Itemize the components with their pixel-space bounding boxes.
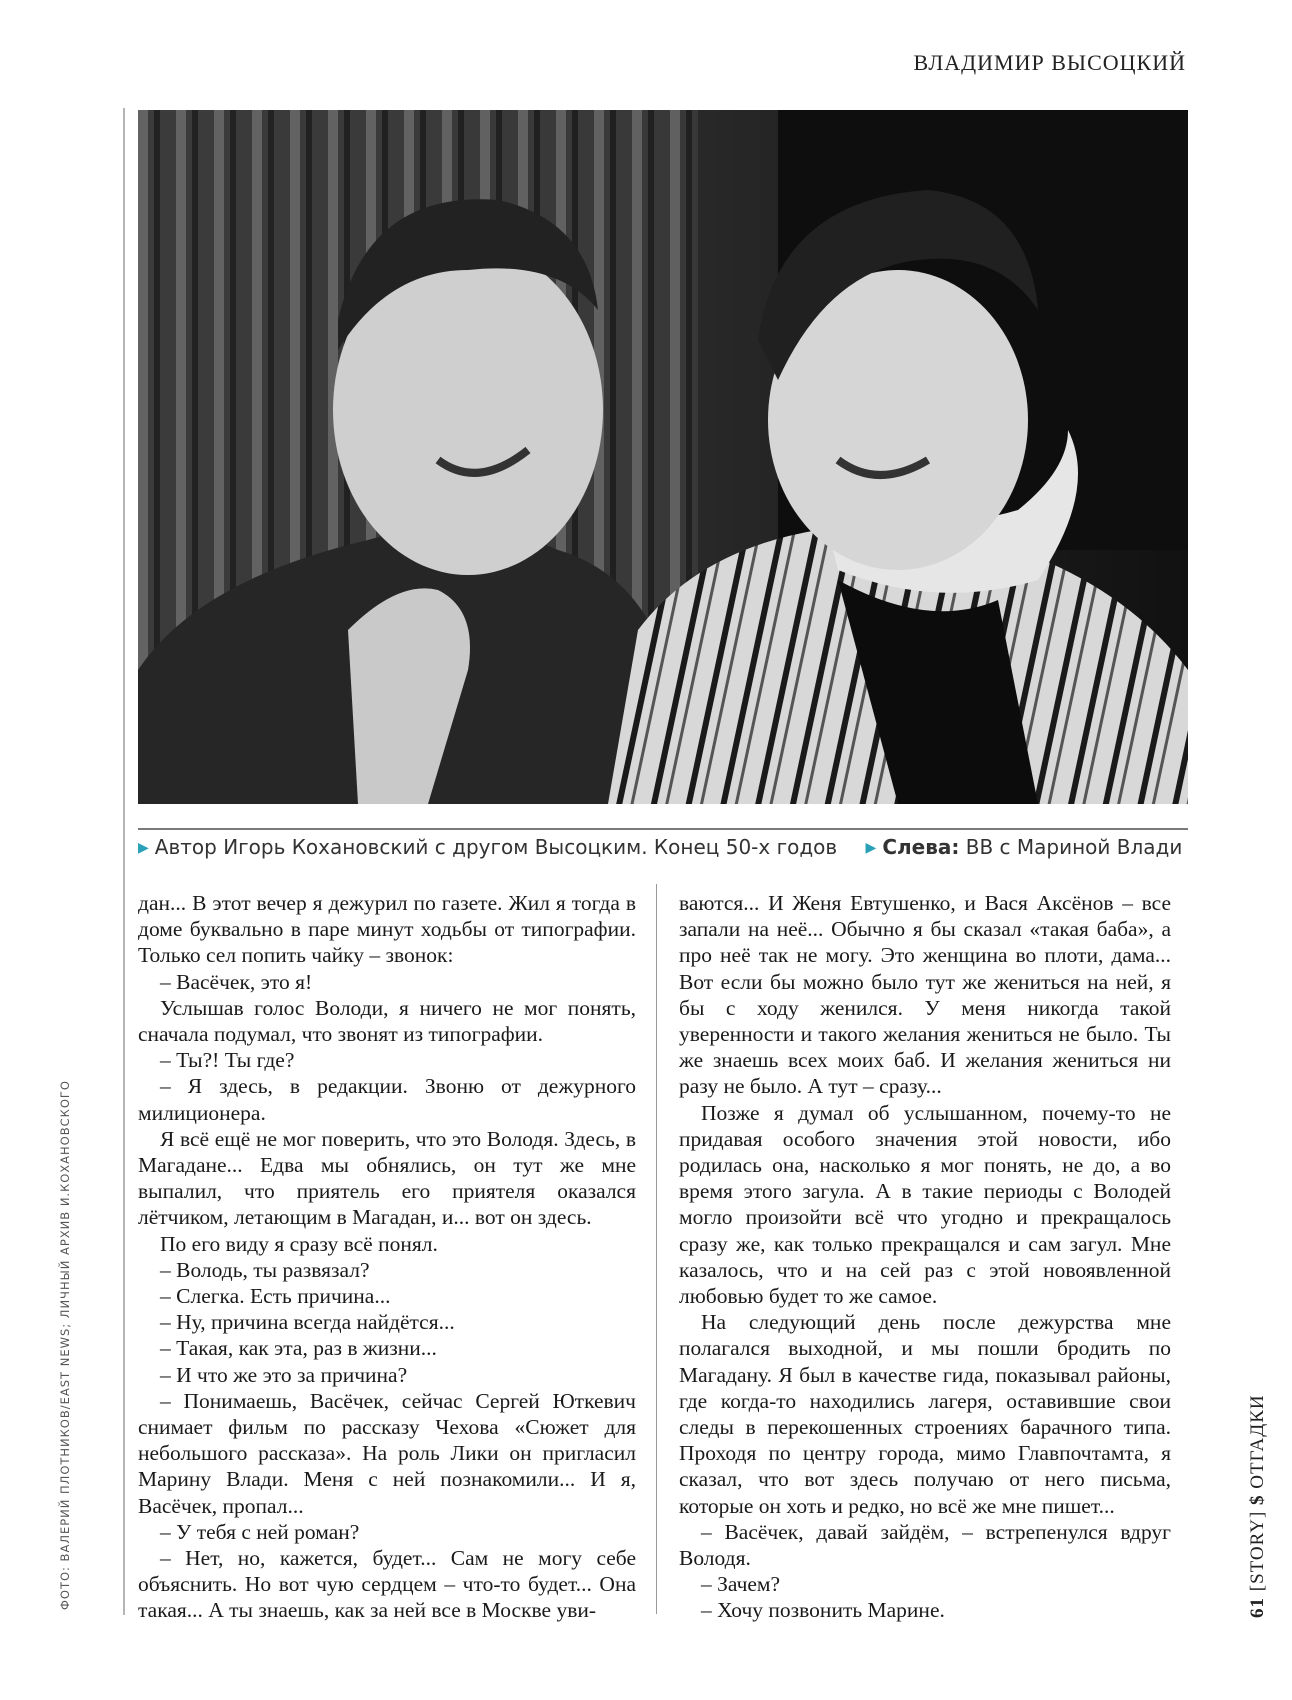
paragraph: ваются... И Женя Евтушенко, и Вася Аксёнов – все запали на неё... Обычно я бы сказал «такая баба», а про неё так не могу. Это женщина во плоти, дама... Вот если бы можно было тут же жениться на ней, я бы с ходу женился. У меня никогда такой уверенности и такого желания жениться не было. Ты же знаешь всех моих баб. И желания жениться ни разу не было. А тут – сразу... <box>679 891 1171 1099</box>
paragraph: – Хочу позвонить Марине. <box>701 1598 945 1623</box>
dollar-mark-icon: $ <box>1247 1494 1268 1505</box>
paragraph: – Васёчек, давай зайдём, – встрепенулся вдруг Володя. <box>679 1519 1171 1571</box>
paragraph: Я всё ещё не мог поверить, что это Володя. Здесь, в Магадане... Едва мы обнялись, он тут же мне выпалил, что приятель его приятеля оказался лётчиком, летающим в Магадан, и... вот он здесь. <box>138 1126 636 1230</box>
caption-text-2: ВВ с Мариной Влади <box>965 835 1183 859</box>
paragraph: – Ты?! Ты где? <box>160 1048 295 1073</box>
photo-caption <box>138 835 1198 859</box>
paragraph: Услышав голос Володи, я ничего не мог понять, сначала подумал, что звонят из типографии. <box>138 995 636 1047</box>
section-label: [STORY] <box>1247 1510 1268 1592</box>
paragraph: Позже я думал об услышанном, почему-то не придавая особого значения этой новости, ибо родилась она, насколько я мог понять, не до, а во время этого загула. А в такие периоды с Володей могло произойти всё что угодно и прекращалось сразу же, как только прекращался и сам загул. Мне казалось, что и на сей раз с этой новоявленной любовью будет то же самое. <box>679 1100 1171 1309</box>
column-divider <box>656 884 657 1614</box>
page-folio <box>1247 1394 1269 1618</box>
paragraph: – Зачем? <box>701 1572 781 1597</box>
paragraph: – Васёчек, это я! <box>160 969 313 994</box>
photo-illustration <box>138 110 1188 804</box>
photo-credit: ФОТО: ВАЛЕРИЙ ПЛОТНИКОВ/EAST NEWS; ЛИЧНЫЙ АРХИВ И.КОХАНОВСКОГО <box>58 1080 72 1610</box>
paragraph: – Такая, как эта, раз в жизни... <box>160 1336 437 1361</box>
caption-label: Слева: <box>882 835 960 859</box>
paragraph: – Понимаешь, Васёчек, сейчас Сергей Юткевич снимает фильм по рассказу Чехова «Сюжет для небольшого рассказа». На роль Лики он пригласил Марину Влади. Меня с ней познакомили... И я, Васёчек, пропал... <box>138 1388 636 1518</box>
running-head: ВЛАДИМИР ВЫСОЦКИЙ <box>913 50 1186 75</box>
paragraph: – Слегка. Есть причина... <box>160 1284 391 1309</box>
caption-text: Автор Игорь Кохановский с другом Высоцким. Конец 50-х годов <box>154 835 838 859</box>
caption-marker-icon: ▶ <box>138 840 149 856</box>
caption-marker-icon: ▶ <box>865 840 877 856</box>
paragraph: дан... В этот вечер я дежурил по газете. Жил я тогда в доме буквально в паре минут ходьбы от типографии. Только сел попить чайку – звонок: <box>138 891 636 968</box>
paragraph: На следующий день после дежурства мне полагался выходной, и мы пошли бродить по Магадану. Я был в качестве гида, показывал районы, где когда-то находились лагеря, оставившие свои следы в перекошенных строениях барачного типа. Проходя по центру города, мимо Главпочтамта, я сказал, что вот здесь получаю от него письма, которые он хоть и редко, но всё же мне пишет... <box>679 1310 1171 1518</box>
paragraph: – Нет, но, кажется, будет... Сам не могу себе объяснить. Но вот чую сердцем – что-то будет... Она такая... А ты знаешь, как за ней все в Москве уви- <box>138 1546 636 1623</box>
paragraph: – У тебя с ней роман? <box>160 1519 360 1544</box>
article-photo <box>138 110 1188 804</box>
paragraph: – Я здесь, в редакции. Звоню от дежурного милиционера. <box>138 1074 636 1125</box>
paragraph: – И что же это за причина? <box>160 1362 408 1387</box>
paragraph: – Ну, причина всегда найдётся... <box>160 1310 455 1335</box>
paragraph: – Володь, ты развязал? <box>160 1257 370 1282</box>
margin-rule <box>123 108 125 1615</box>
page-number: 61 <box>1247 1597 1268 1618</box>
caption-rule <box>138 828 1188 830</box>
article-column-right <box>679 890 1171 1624</box>
magazine-name: ОТГАДКИ <box>1247 1394 1268 1489</box>
article-column-left <box>138 890 636 1624</box>
paragraph: По его виду я сразу всё понял. <box>160 1231 438 1256</box>
